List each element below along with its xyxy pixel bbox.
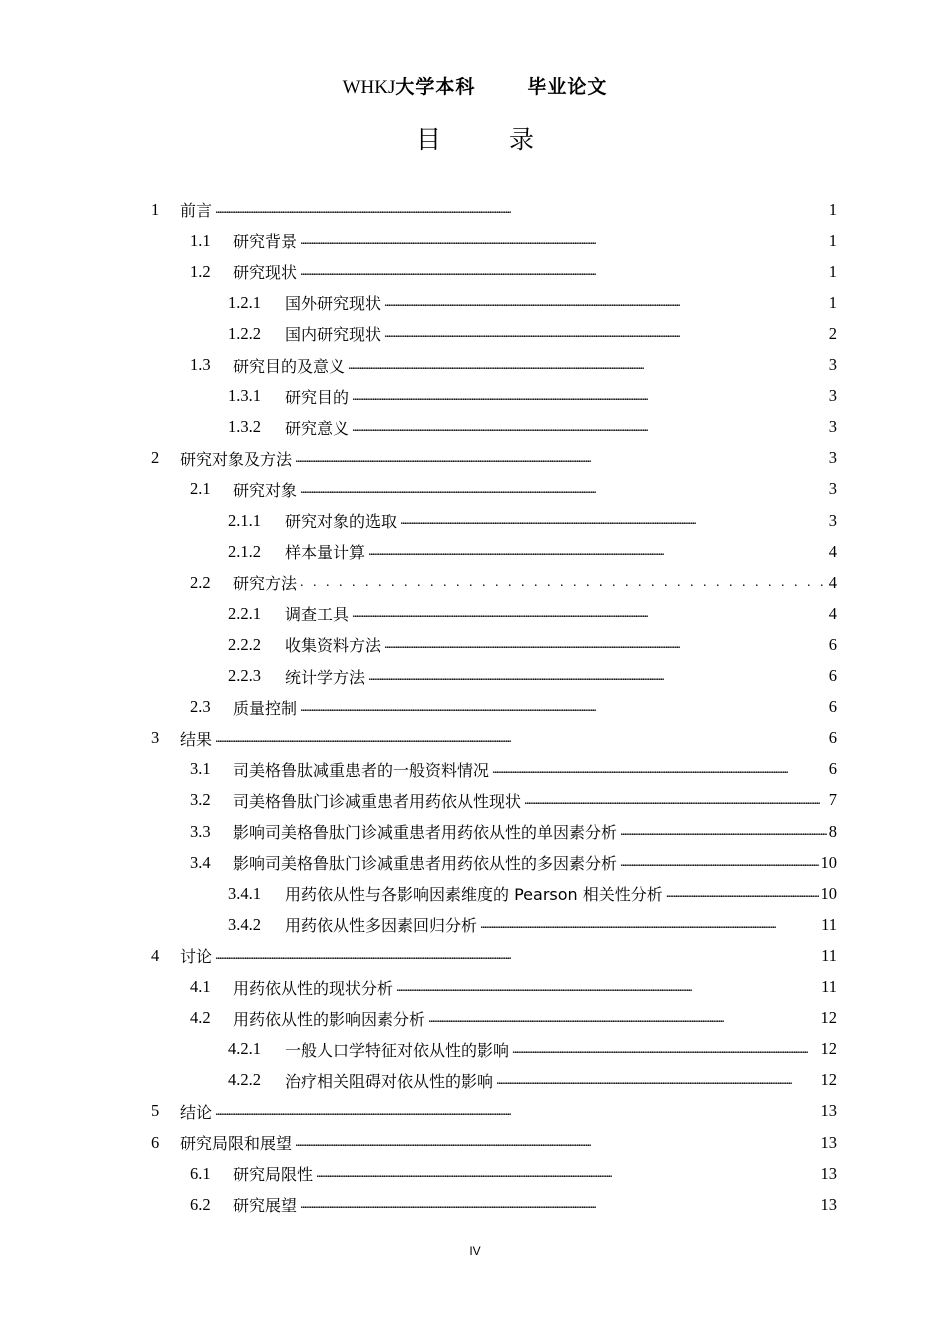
toc-entry-number: 2.2.1 xyxy=(228,603,261,623)
toc-entry-number: 1.1 xyxy=(190,230,211,250)
toc-entry-number: 2.1.1 xyxy=(228,510,261,530)
toc-entry-title: 司美格鲁肽减重患者的一般资料情况 xyxy=(233,760,490,780)
toc-entry[interactable] xyxy=(228,1034,837,1065)
toc-entry-title: 研究局限性 xyxy=(233,1165,314,1185)
toc-entry-title: 收集资料方法 xyxy=(285,636,382,656)
toc-entry[interactable] xyxy=(190,474,837,505)
toc-entry-page: 13 xyxy=(820,1163,837,1183)
toc-entry-number: 1.2 xyxy=(190,261,211,281)
toc-entry-page: 12 xyxy=(820,1008,837,1028)
toc-entry-page: 10 xyxy=(820,883,837,903)
toc-entry-title: 样本量计算 xyxy=(285,543,366,563)
toc-entry-page: 3 xyxy=(828,417,837,437)
toc-entry-number: 6.1 xyxy=(190,1163,211,1183)
toc-leader-dots xyxy=(396,972,819,1003)
toc-entry-number: 4.2 xyxy=(190,1008,211,1028)
page-header xyxy=(0,72,950,99)
toc-leader-dots xyxy=(215,940,819,971)
toc-leader-dots xyxy=(428,1003,818,1034)
toc-entry-title: 司美格鲁肽门诊减重患者用药依从性现状 xyxy=(233,791,522,811)
toc-entry[interactable] xyxy=(228,1065,837,1096)
toc-leader-dots xyxy=(368,661,827,692)
page-title: 目 录 xyxy=(416,125,564,154)
toc-entry[interactable] xyxy=(228,878,837,909)
header-thesis-label: 毕业论文 xyxy=(527,76,608,98)
toc-entry-page: 1 xyxy=(828,230,837,250)
toc-entry-page: 3 xyxy=(828,386,837,406)
toc-leader-dots xyxy=(666,878,819,909)
toc-entry-title: 前言 xyxy=(180,201,213,220)
toc-entry-number: 6 xyxy=(151,1132,160,1152)
toc-entry[interactable] xyxy=(228,412,837,443)
toc-entry-page: 1 xyxy=(828,199,837,219)
toc-entry-number: 1.3.1 xyxy=(228,386,261,406)
toc-leader-dots xyxy=(295,1127,818,1158)
toc-entry-page: 11 xyxy=(821,914,837,934)
header-code: WHKJ xyxy=(342,77,396,98)
toc-leader-dots xyxy=(215,1096,818,1127)
toc-entry-title: 研究局限和展望 xyxy=(180,1134,293,1153)
toc-entry-page: 3 xyxy=(828,355,837,374)
toc-entry[interactable] xyxy=(190,1189,837,1220)
toc-leader-dots xyxy=(384,287,827,318)
toc-entry-number: 1.3.2 xyxy=(228,417,261,437)
toc-entry-number: 3 xyxy=(151,728,160,748)
toc-entry-page: 6 xyxy=(828,666,837,685)
toc-entry-page: 1 xyxy=(828,261,837,281)
toc-leader-dots xyxy=(215,194,827,225)
toc-entry-title: 调查工具 xyxy=(285,605,350,625)
toc-entry[interactable] xyxy=(228,661,837,692)
toc-entry-title: 研究对象的选取 xyxy=(285,512,398,531)
toc-entry[interactable] xyxy=(190,225,837,256)
toc-entry-title: 一般人口学特征对依从性的影响 xyxy=(285,1040,510,1060)
toc-entry-title: 影响司美格鲁肽门诊减重患者用药依从性的多因素分析 xyxy=(233,854,618,874)
toc-leader-dots xyxy=(480,909,819,940)
toc-entry-title: 影响司美格鲁肽门诊减重患者用药依从性的单因素分析 xyxy=(233,823,618,842)
header-school: 大学本科 xyxy=(395,76,476,98)
toc-leader-dots xyxy=(384,629,827,660)
toc-entry[interactable] xyxy=(151,1096,837,1127)
toc-entry-title: 结论 xyxy=(180,1102,213,1122)
toc-leader-dots xyxy=(215,723,827,754)
toc-leader-dots xyxy=(300,1189,818,1220)
toc-entry-page: 13 xyxy=(820,1132,837,1152)
toc-entry-page: 4 xyxy=(828,572,837,592)
toc-entry-title: 用药依从性的现状分析 xyxy=(233,978,394,998)
toc-entry[interactable] xyxy=(228,505,837,536)
toc-entry-title: 研究目的及意义 xyxy=(233,356,346,376)
toc-entry-title: 国内研究现状 xyxy=(285,325,382,345)
toc-leader-dots xyxy=(300,225,827,256)
toc-entry-page: 6 xyxy=(828,697,837,717)
toc-leader-dots xyxy=(368,536,827,567)
toc-entry-title: 研究目的 xyxy=(285,387,350,407)
toc-entry-number: 3.2 xyxy=(190,790,211,810)
toc-entry-page: 6 xyxy=(828,634,837,654)
toc-entry-page: 8 xyxy=(828,821,837,841)
toc-leader-dots xyxy=(352,598,827,629)
toc-entry[interactable] xyxy=(151,194,837,225)
toc-entry[interactable] xyxy=(190,847,837,878)
toc-leader-dots xyxy=(348,350,827,381)
toc-entry-page: 6 xyxy=(828,759,837,779)
toc-entry-page: 4 xyxy=(828,541,837,561)
toc-entry-page: 10 xyxy=(820,852,837,872)
toc-entry-number: 4.2.1 xyxy=(228,1039,261,1059)
toc-entry-number: 3.4.1 xyxy=(228,883,261,903)
toc-entry-title: 治疗相关阻碍对依从性的影响 xyxy=(285,1071,494,1091)
toc-entry[interactable] xyxy=(190,1003,837,1034)
toc-leader-dots xyxy=(300,567,827,598)
toc-entry-page: 11 xyxy=(821,945,837,965)
toc-entry-page: 12 xyxy=(820,1039,837,1059)
toc-leader-dots xyxy=(400,505,827,536)
toc-entry-title: 用药依从性多因素回归分析 xyxy=(285,916,478,936)
toc-entry-title: 研究对象及方法 xyxy=(180,449,293,469)
toc-entry-number: 1.2.2 xyxy=(228,323,261,343)
toc-entry[interactable] xyxy=(228,381,837,412)
toc-leader-dots xyxy=(620,847,818,878)
toc-leader-dots xyxy=(352,412,827,443)
toc-leader-dots xyxy=(384,318,827,349)
toc-entry-title: 研究意义 xyxy=(285,418,350,438)
toc-entry[interactable] xyxy=(190,256,837,287)
toc-entry-page: 1 xyxy=(828,292,837,312)
toc-entry[interactable] xyxy=(228,629,837,660)
toc-entry-number: 6.2 xyxy=(190,1194,211,1214)
toc-entry[interactable] xyxy=(151,940,837,971)
toc-entry-title: 研究对象 xyxy=(233,480,298,500)
toc-entry-title: 用药依从性与各影响因素维度的 Pearson 相关性分析 xyxy=(285,885,663,905)
toc-entry-number: 4.2.2 xyxy=(228,1070,261,1090)
toc-entry-title: 研究方法 xyxy=(233,574,298,594)
toc-entry-number: 4.1 xyxy=(190,977,211,996)
toc-entry-number: 1.2.1 xyxy=(228,292,261,312)
toc-leader-dots xyxy=(316,1158,818,1189)
toc-entry-number: 2 xyxy=(151,448,160,468)
toc-entry[interactable] xyxy=(190,1158,837,1189)
toc-entry[interactable] xyxy=(190,692,837,723)
toc-entry[interactable] xyxy=(190,567,837,598)
toc-entry-page: 4 xyxy=(828,603,837,623)
toc-entry-title: 研究展望 xyxy=(233,1196,298,1216)
toc-entry-page: 3 xyxy=(828,448,837,468)
toc-entry-page: 11 xyxy=(821,977,837,996)
toc-leader-dots xyxy=(496,1065,818,1096)
toc-entry-page: 13 xyxy=(820,1194,837,1214)
toc-entry-number: 2.2.3 xyxy=(228,666,261,685)
toc-entry-title: 统计学方法 xyxy=(285,667,366,687)
toc-entry-number: 3.1 xyxy=(190,759,211,779)
toc-entry[interactable] xyxy=(151,1127,837,1158)
toc-entry-number: 3.3 xyxy=(190,821,211,841)
toc-entry-number: 1.3 xyxy=(190,355,211,374)
toc-entry-number: 2.2.2 xyxy=(228,634,261,654)
toc-entry-page: 13 xyxy=(820,1101,837,1121)
toc-entry[interactable] xyxy=(228,598,837,629)
toc-entry-number: 2.1.2 xyxy=(228,541,261,561)
toc-leader-dots xyxy=(352,381,827,412)
toc-entry-title: 研究现状 xyxy=(233,263,298,283)
toc-leader-dots xyxy=(492,754,827,785)
toc-entry-page: 3 xyxy=(828,479,837,499)
toc-entry[interactable] xyxy=(190,754,837,785)
toc-entry-number: 5 xyxy=(151,1101,160,1121)
toc-entry[interactable] xyxy=(228,318,837,349)
toc-leader-dots xyxy=(620,816,827,847)
toc-leader-dots xyxy=(295,443,827,474)
toc-entry-title: 质量控制 xyxy=(233,698,298,718)
toc-entry[interactable] xyxy=(151,723,837,754)
toc-entry[interactable] xyxy=(228,909,837,940)
toc-leader-dots xyxy=(512,1034,818,1065)
toc-entry-title: 结果 xyxy=(180,729,213,749)
toc-leader-dots xyxy=(300,474,827,505)
toc-leader-dots xyxy=(300,256,827,287)
toc-entry-number: 3.4 xyxy=(190,852,211,872)
toc-entry-page: 12 xyxy=(820,1070,837,1090)
toc-leader-dots xyxy=(300,692,827,723)
toc-entry[interactable] xyxy=(228,536,837,567)
toc-entry-number: 2.3 xyxy=(190,697,211,717)
toc-leader-dots xyxy=(524,785,827,816)
toc-entry-page: 3 xyxy=(828,510,837,530)
toc-entry-number: 1 xyxy=(151,199,160,219)
toc-entry[interactable] xyxy=(190,785,837,816)
toc-entry[interactable] xyxy=(190,972,837,1003)
toc-entry-page: 6 xyxy=(828,728,837,748)
toc-entry-number: 2.1 xyxy=(190,479,211,499)
toc-entry-number: 2.2 xyxy=(190,572,211,592)
toc-entry-page: 2 xyxy=(828,323,837,343)
toc-entry-title: 研究背景 xyxy=(233,232,298,252)
toc-entry-number: 3.4.2 xyxy=(228,914,261,934)
toc-entry-title: 讨论 xyxy=(180,947,213,967)
toc-entry[interactable] xyxy=(190,816,837,847)
toc-entry-page: 7 xyxy=(828,790,837,810)
toc-entry-number: 4 xyxy=(151,945,160,965)
toc-entry[interactable] xyxy=(151,443,837,474)
page-number: IV xyxy=(469,1244,481,1258)
toc-entry-title: 用药依从性的影响因素分析 xyxy=(233,1009,426,1029)
toc-entry[interactable] xyxy=(190,350,837,381)
toc-entry-title: 国外研究现状 xyxy=(285,294,382,314)
toc-entry[interactable] xyxy=(228,287,837,318)
